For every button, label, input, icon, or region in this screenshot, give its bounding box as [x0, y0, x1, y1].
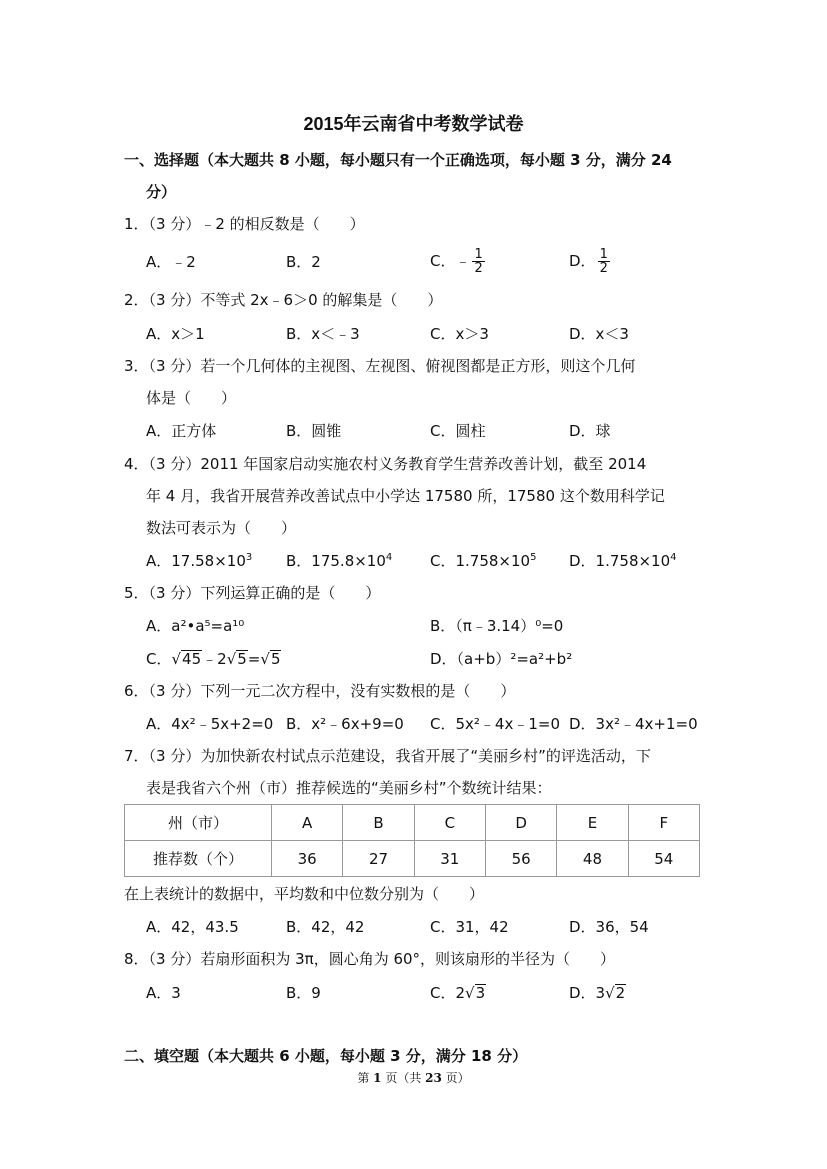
q8-option-c: C．2√3 [430, 984, 486, 1002]
table-cell: E [557, 805, 628, 841]
q6-option-c: C．5x²﹣4x﹣1=0 [430, 715, 560, 733]
question-7-stem-cont: 表是我省六个州（市）推荐候选的“美丽乡村”个数统计结果： [146, 779, 552, 797]
statistics-table [124, 804, 700, 877]
table-cell: B [343, 805, 414, 841]
table-cell: 州（市） [125, 805, 272, 841]
q1-option-c: C．﹣ $\frac{1}{2}$ [430, 247, 483, 276]
q2-option-c: C．x＞3 [430, 325, 489, 343]
q4-option-a: A．$17.58\times 10^3$ [146, 552, 253, 570]
q2-option-b: B．x＜﹣3 [286, 325, 360, 343]
q5-option-c: C．√45﹣2√5=√5 [146, 650, 281, 668]
q8-option-a: A．3 [146, 984, 181, 1002]
q5-option-d: D．（a+b）²=a²+b² [430, 650, 573, 668]
q7-option-c: C．31，42 [430, 918, 509, 936]
fraction: $\frac{1}{2}$ [474, 247, 483, 276]
table-cell: 48 [557, 841, 628, 877]
section-1-heading-cont: 分） [146, 183, 177, 201]
q4-option-b: B．$175.8\times 10^4$ [286, 552, 393, 570]
table-cell: F [628, 805, 699, 841]
table-cell: 56 [485, 841, 556, 877]
q3-option-d: D．球 [569, 422, 611, 440]
question-7-stem: 7．（3 分）为加快新农村试点示范建设，我省开展了“美丽乡村”的评选活动，下 [124, 747, 651, 765]
q8-option-d: D．3√2 [569, 984, 626, 1002]
table-row [125, 805, 700, 841]
q8-option-b: B．9 [286, 984, 321, 1002]
table-row [125, 841, 700, 877]
q3-option-c: C．圆柱 [430, 422, 486, 440]
table-cell: C [414, 805, 485, 841]
table-cell: A [272, 805, 343, 841]
q7-option-a: A．42，43.5 [146, 918, 239, 936]
q2-option-a: A．x＞1 [146, 325, 205, 343]
page-footer: 第 1 页（共 23 页） [357, 1071, 470, 1085]
section-1-heading: 一、选择题（本大题共 8 小题，每小题只有一个正确选项，每小题 3 分，满分 24 [124, 151, 672, 169]
question-4-stem-cont2: 数法可表示为（ ） [146, 519, 297, 537]
table-cell: 27 [343, 841, 414, 877]
question-4-stem: 4．（3 分）2011 年国家启动实施农村义务教育学生营养改善计划，截至 2014 [124, 455, 647, 473]
table-cell: 推荐数（个） [125, 841, 272, 877]
table-cell: D [485, 805, 556, 841]
q1-option-d: D． $\frac{1}{2}$ [569, 247, 608, 276]
table-cell: 54 [628, 841, 699, 877]
question-5-stem: 5．（3 分）下列运算正确的是（ ） [124, 584, 381, 602]
question-3-stem: 3．（3 分）若一个几何体的主视图、左视图、俯视图都是正方形，则这个几何 [124, 357, 636, 375]
q2-option-d: D．x＜3 [569, 325, 629, 343]
q1-option-a: A．﹣2 [146, 253, 196, 271]
q3-option-b: B．圆锥 [286, 422, 342, 440]
section-2-heading: 二、填空题（本大题共 6 小题，每小题 3 分，满分 18 分） [124, 1047, 528, 1065]
q4-option-d: D．$1.758\times 10^4$ [569, 552, 677, 570]
fraction: $\frac{1}{2}$ [599, 247, 608, 276]
question-2-stem: 2．（3 分）不等式 2x﹣6＞0 的解集是（ ） [124, 291, 443, 309]
q4-option-c: C．$1.758\times 10^5$ [430, 552, 537, 570]
question-6-stem: 6．（3 分）下列一元二次方程中，没有实数根的是（ ） [124, 682, 516, 700]
q5-option-b: B．（π﹣3.14）⁰=0 [430, 617, 564, 635]
page-title: 2015年云南省中考数学试卷 [303, 114, 524, 134]
q1-option-b: B．2 [286, 253, 321, 271]
q6-option-d: D．3x²﹣4x+1=0 [569, 715, 698, 733]
q6-option-b: B．x²﹣6x+9=0 [286, 715, 404, 733]
q3-option-a: A．正方体 [146, 422, 217, 440]
table-cell: 36 [272, 841, 343, 877]
question-3-stem-cont: 体是（ ） [146, 389, 237, 407]
question-1-stem: 1．（3 分）﹣2 的相反数是（ ） [124, 215, 365, 233]
q7-option-d: D．36，54 [569, 918, 649, 936]
q6-option-a: A．4x²﹣5x+2=0 [146, 715, 274, 733]
q7-option-b: B．42，42 [286, 918, 365, 936]
question-4-stem-cont: 年 4 月，我省开展营养改善试点中小学达 17580 所，17580 这个数用科学记 [146, 487, 665, 505]
q5-option-a: A．a²•a⁵=a¹⁰ [146, 617, 245, 635]
table-cell: 31 [414, 841, 485, 877]
question-8-stem: 8．（3 分）若扇形面积为 3π，圆心角为 60°，则该扇形的半径为（ ） [124, 950, 616, 968]
question-7-followup: 在上表统计的数据中，平均数和中位数分别为（ ） [124, 885, 485, 903]
